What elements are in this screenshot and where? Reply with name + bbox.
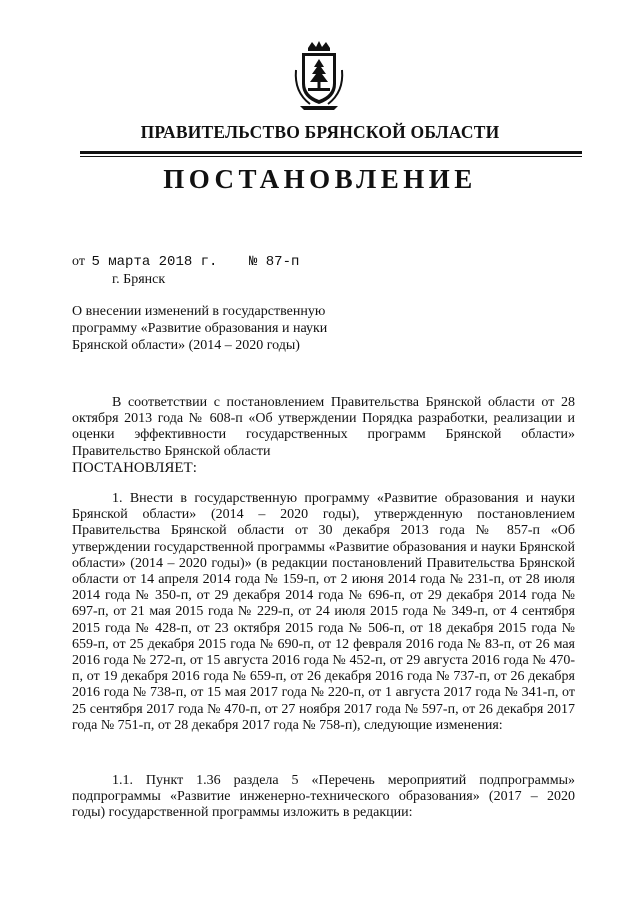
item-1-1-paragraph	[72, 773, 575, 822]
subject-line: Брянской области» (2014 – 2020 годы)	[72, 338, 300, 353]
header-rule-thick	[80, 151, 582, 154]
item-1-text: 1. Внести в государственную программу «Развитие образования и науки Брянской области» (2014 – 2020 годы), утвержденную постановлением Правительства Брянской области от 30 декабря 2013 года № 857-п «Об утверждении государственной программы «Развитие образования и науки Брянской области» (2014 – 2020 годы)» (в редакции постановлений Правительства Брянской области от 14 апреля 2014 года № 159-п, от 2 июня 2014 года № 231-п, от 28 июля 2014 года № 350-п, от 29 декабря 2014 года № 696-п, от 29 декабря 2014 года № 697-п, от 21 мая 2015 года № 229-п, от 24 июля 2015 года № 349-п, от 4 сентября 2015 года № 428-п, от 23 октября 2015 года № 506-п, от 18 декабря 2015 года № 659-п, от 25 декабря 2015 года № 690-п, от 12 февраля 2016 года № 83-п, от 26 мая 2016 года № 272-п, от 15 августа 2016 года № 452-п, от 29 августа 2016 года № 470-п, от 19 декабря 2016 года № 659-п, от 26 декабря 2016 года № 737-п, от 26 декабря 2016 года № 738-п, от 15 мая 2017 года № 220-п, от 1 августа 2017 года № 341-п, от 25 сентября 2017 года № 470-п, от 27 ноября 2017 года № 597-п, от 26 декабря 2017 года № 751-п, от 28 декабря 2017 года № 758-п), следующие изменения:	[72, 491, 575, 733]
preamble-paragraph	[72, 395, 575, 476]
document-city: г. Брянск	[112, 272, 166, 287]
subject-line: программу «Развитие образования и науки	[72, 321, 328, 336]
item-1-1-text: 1.1. Пункт 1.36 раздела 5 «Перечень мероприятий подпрограммы» подпрограммы «Развитие инженерно-технического образования» (2017 – 2020 годы) государственной программы изложить в редакции:	[72, 773, 575, 821]
header-rule-thin	[80, 156, 582, 157]
subject-line: О внесении изменений в государственную	[72, 304, 326, 319]
document-date: 5 марта 2018 г.	[91, 254, 218, 270]
coat-of-arms-emblem	[288, 40, 350, 112]
resolves-word: ПОСТАНОВЛЯЕТ:	[72, 459, 197, 476]
document-type-title: ПОСТАНОВЛЕНИЕ	[163, 164, 477, 194]
preamble-text: В соответствии с постановлением Правительства Брянской области от 28 октября 2013 года № 608-п «Об утверждении Порядка разработки, реализации и оценки эффективности государственных программ Брянской области» Правительство Брянской области	[72, 395, 575, 459]
government-name: ПРАВИТЕЛЬСТВО БРЯНСКОЙ ОБЛАСТИ	[140, 122, 500, 142]
item-1-paragraph	[72, 491, 575, 734]
document-subject	[72, 303, 402, 354]
date-prefix: от	[72, 254, 85, 269]
document-number: № 87-п	[248, 254, 300, 270]
document-date-line	[72, 254, 299, 270]
